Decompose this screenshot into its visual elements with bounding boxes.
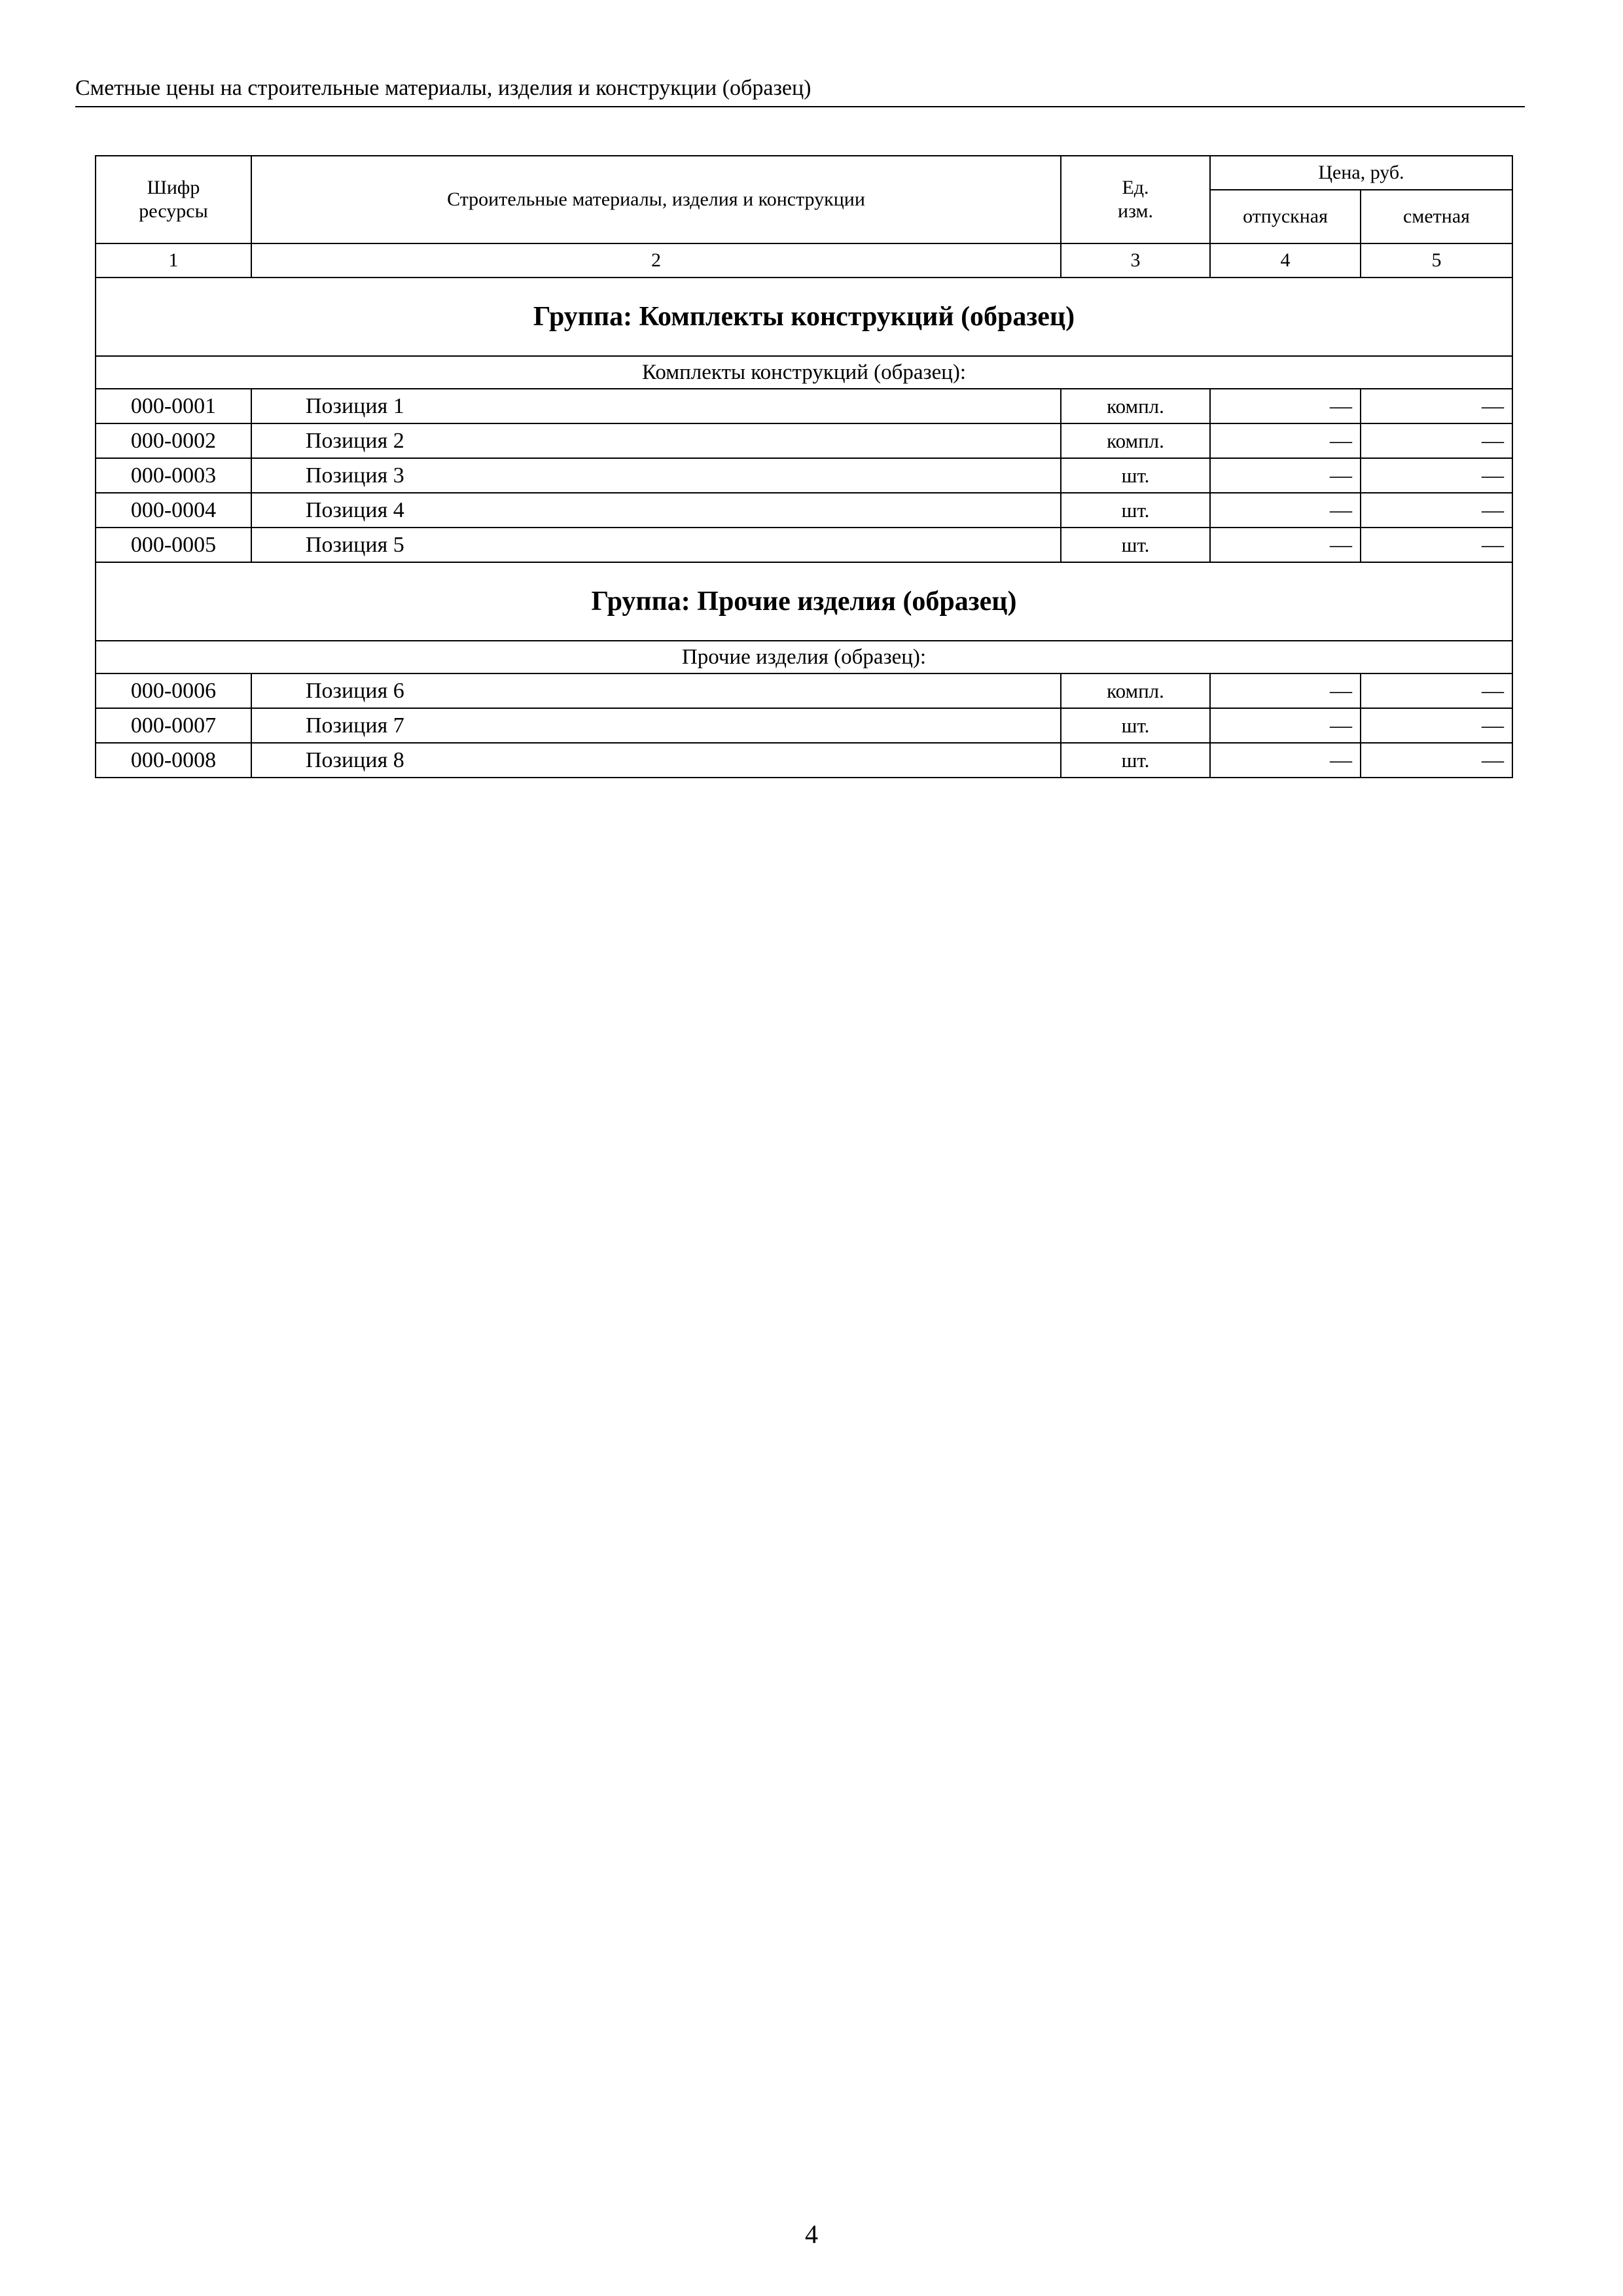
page-header: Сметные цены на строительные материалы, изделия и конструкции (образец) [75, 71, 1525, 107]
table-row [96, 528, 1512, 562]
item-name: Позиция 6 [251, 673, 1061, 708]
table-row [96, 743, 1512, 778]
group-subtitle-row [96, 356, 1512, 389]
header-price-estimate: сметная [1361, 190, 1512, 243]
table-row [96, 389, 1512, 423]
item-code: 000-0001 [96, 389, 251, 423]
group-title-row [96, 562, 1512, 641]
item-code: 000-0002 [96, 423, 251, 458]
group-title-row [96, 278, 1512, 356]
header-code-line1: Шифр [147, 177, 200, 198]
item-price-estimate: — [1361, 458, 1512, 493]
header-num-1: 1 [96, 243, 251, 278]
item-price-estimate: — [1361, 673, 1512, 708]
table-row [96, 673, 1512, 708]
item-unit: шт. [1061, 458, 1210, 493]
item-name: Позиция 5 [251, 528, 1061, 562]
item-price-release: — [1210, 528, 1361, 562]
header-code-line2: ресурсы [139, 200, 208, 222]
group-subtitle: Прочие изделия (образец): [96, 641, 1512, 673]
item-code: 000-0003 [96, 458, 251, 493]
item-price-release: — [1210, 493, 1361, 528]
item-name: Позиция 8 [251, 743, 1061, 778]
item-unit: компл. [1061, 673, 1210, 708]
item-unit: компл. [1061, 389, 1210, 423]
group-subtitle-row [96, 641, 1512, 673]
header-price-release: отпускная [1210, 190, 1361, 243]
item-price-estimate: — [1361, 708, 1512, 743]
item-unit: шт. [1061, 493, 1210, 528]
table-body [96, 278, 1512, 778]
item-unit: шт. [1061, 743, 1210, 778]
item-unit: шт. [1061, 528, 1210, 562]
item-name: Позиция 7 [251, 708, 1061, 743]
group-title: Группа: Комплекты конструкций (образец) [96, 278, 1512, 356]
item-price-release: — [1210, 673, 1361, 708]
header-num-3: 3 [1061, 243, 1210, 278]
item-price-estimate: — [1361, 493, 1512, 528]
item-price-release: — [1210, 743, 1361, 778]
header-num-4: 4 [1210, 243, 1361, 278]
item-code: 000-0007 [96, 708, 251, 743]
item-unit: компл. [1061, 423, 1210, 458]
table-row [96, 493, 1512, 528]
item-price-estimate: — [1361, 743, 1512, 778]
header-price: Цена, руб. [1210, 156, 1512, 190]
page-number: 4 [805, 2219, 818, 2249]
item-code: 000-0005 [96, 528, 251, 562]
table-row [96, 458, 1512, 493]
header-code [96, 156, 251, 243]
group-title: Группа: Прочие изделия (образец) [96, 562, 1512, 641]
header-num-2: 2 [251, 243, 1061, 278]
item-name: Позиция 2 [251, 423, 1061, 458]
price-table [95, 155, 1513, 778]
item-name: Позиция 3 [251, 458, 1061, 493]
item-price-estimate: — [1361, 389, 1512, 423]
item-price-release: — [1210, 423, 1361, 458]
table-header [96, 156, 1512, 278]
item-code: 000-0008 [96, 743, 251, 778]
header-unit-line1: Ед. [1122, 177, 1149, 198]
item-price-release: — [1210, 389, 1361, 423]
item-code: 000-0004 [96, 493, 251, 528]
header-unit [1061, 156, 1210, 243]
item-name: Позиция 4 [251, 493, 1061, 528]
item-price-release: — [1210, 708, 1361, 743]
item-price-release: — [1210, 458, 1361, 493]
table-row [96, 423, 1512, 458]
group-subtitle: Комплекты конструкций (образец): [96, 356, 1512, 389]
item-code: 000-0006 [96, 673, 251, 708]
item-unit: шт. [1061, 708, 1210, 743]
header-num-5: 5 [1361, 243, 1512, 278]
header-unit-line2: изм. [1118, 200, 1153, 222]
header-name: Строительные материалы, изделия и конструкции [251, 156, 1061, 243]
item-price-estimate: — [1361, 528, 1512, 562]
item-price-estimate: — [1361, 423, 1512, 458]
table-row [96, 708, 1512, 743]
item-name: Позиция 1 [251, 389, 1061, 423]
